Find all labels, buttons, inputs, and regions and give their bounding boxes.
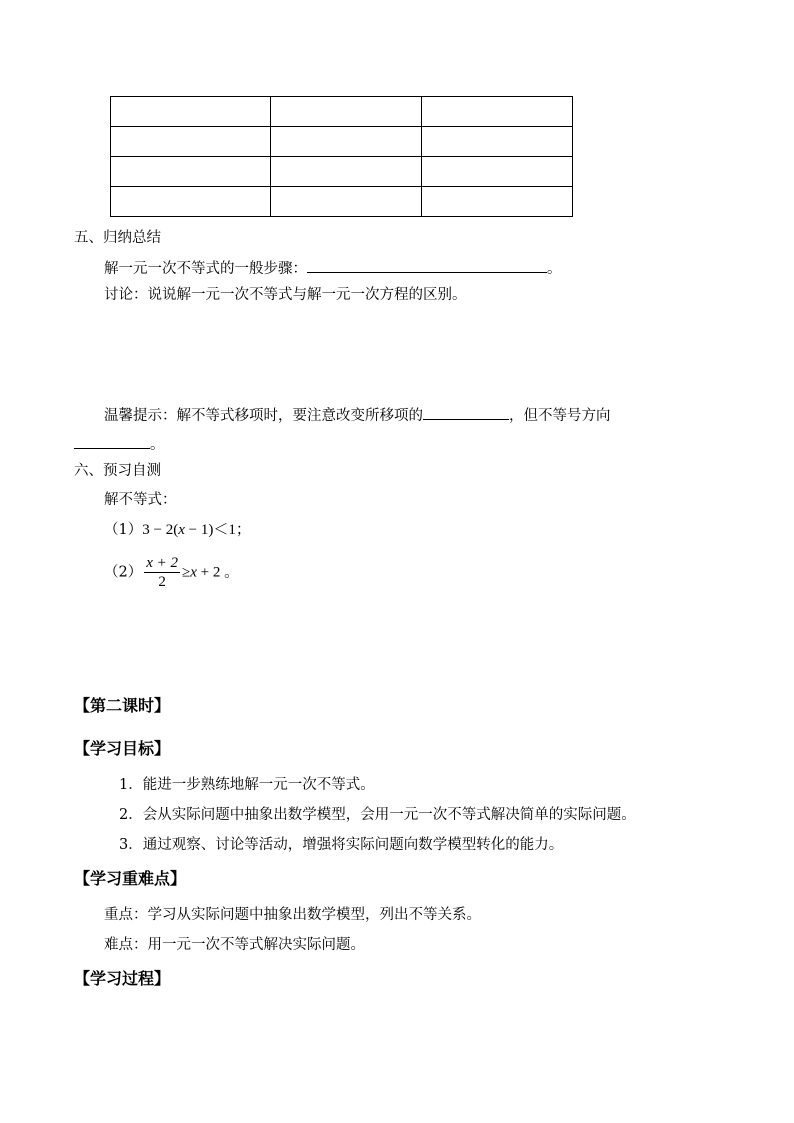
table-cell[interactable] [422, 127, 573, 157]
tip-prefix: 温馨提示：解不等式移项时，要注意改变所移项的 [104, 408, 423, 424]
exercise-intro: 解不等式： [104, 492, 177, 508]
key-heading: 【学习重难点】 [74, 869, 187, 888]
tip-blank-1[interactable] [423, 403, 509, 420]
table-cell[interactable] [111, 187, 271, 217]
tip-mid: ，但不等号方向 [509, 408, 611, 424]
q1-label: （1） [104, 522, 143, 538]
section6-heading: 六、预习自测 [74, 463, 161, 479]
q2-rhs: + 2 。 [196, 564, 240, 581]
table-cell[interactable] [111, 127, 271, 157]
tip-line [104, 403, 611, 426]
tip-line-2 [74, 432, 165, 455]
q2-fraction [144, 554, 180, 591]
table-cell[interactable] [271, 97, 422, 127]
q1-expr-a: 3 − 2( [142, 522, 179, 538]
steps-label: 解一元一次不等式的一般步骤： [104, 261, 307, 277]
lesson2-title: 【第二课时】 [74, 696, 171, 715]
question-2 [104, 554, 239, 591]
process-heading: 【学习过程】 [74, 969, 171, 988]
steps-end: 。 [547, 261, 562, 277]
table-cell[interactable] [111, 157, 271, 187]
q2-relation: ≥ [182, 564, 191, 581]
table-cell[interactable] [111, 97, 271, 127]
q2-denominator: 2 [158, 574, 166, 590]
section5-heading: 五、归纳总结 [74, 230, 161, 246]
table-cell[interactable] [271, 157, 422, 187]
table-cell[interactable] [271, 187, 422, 217]
q2-rhs-var: x [190, 564, 197, 581]
blank-answer-table [110, 96, 573, 217]
q2-numerator: x + 2 [146, 555, 179, 571]
table-row [111, 127, 573, 157]
goal-item-1: 1．能进一步熟练地解一元一次不等式。 [119, 777, 375, 793]
table-row [111, 97, 573, 127]
goals-heading: 【学习目标】 [74, 739, 171, 758]
table-cell[interactable] [422, 187, 573, 217]
table-cell[interactable] [422, 157, 573, 187]
goal-item-3: 3．通过观察、讨论等活动，增强将实际问题向数学模型转化的能力。 [119, 837, 564, 853]
steps-blank[interactable] [307, 256, 547, 273]
q1-expr-b: − 1)＜1； [184, 522, 251, 538]
difficult-point: 难点：用一元一次不等式解决实际问题。 [104, 937, 365, 953]
discussion-text: 讨论：说说解一元一次不等式与解一元一次方程的区别。 [104, 287, 467, 303]
q2-label: （2） [104, 564, 143, 581]
steps-line [104, 256, 562, 279]
tip-blank-2[interactable] [74, 432, 150, 449]
question-1 [104, 520, 251, 540]
table-row [111, 187, 573, 217]
tip-end: 。 [150, 437, 165, 453]
table-cell[interactable] [422, 97, 573, 127]
key-point: 重点：学习从实际问题中抽象出数学模型，列出不等关系。 [104, 907, 481, 923]
q1-var: x [178, 522, 185, 538]
table-cell[interactable] [271, 127, 422, 157]
goal-item-2: 2．会从实际问题中抽象出数学模型，会用一元一次不等式解决简单的实际问题。 [119, 807, 636, 823]
table-row [111, 157, 573, 187]
